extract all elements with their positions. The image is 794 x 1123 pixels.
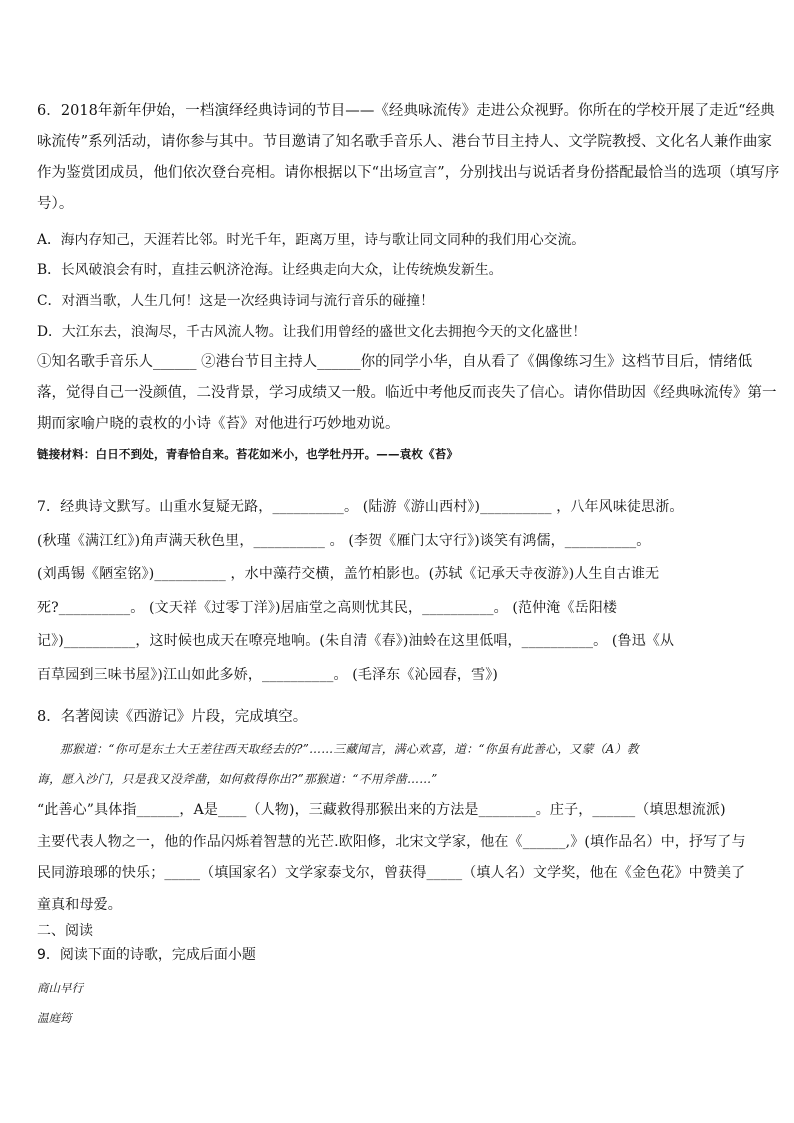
question-6-stem (37, 96, 780, 220)
q7-line-1: 7．经典诗文默写。山重水复疑无路，__________。 (陆游《游山西村》)__________ ，八年风味徒思浙。 (37, 499, 684, 515)
q6-line-1: 6．2018年新年伊始，一档演绎经典诗词的节目——《经典咏流传》走进公众视野。你所在的学校开展了走近“经典 (37, 103, 775, 119)
q6-option-a: A．海内存知己，天涯若比邻。时光千年，距离万里，诗与歌让同文同种的我们用心交流。 (37, 232, 586, 248)
q8-line-1: “此善心”具体指______，A是____（人物)，三藏救得那猴出来的方法是________。庄子，______（填思想流派) (37, 802, 726, 818)
section-2-heading: 二、阅读 (37, 923, 93, 939)
q7-line-6: 百草园到三味书屋》)江山如此多娇，__________。 (毛泽东《沁园春，雪》) (37, 666, 498, 683)
q6-answer-line-1: ①知名歌手音乐人______ ②港台节目主持人______你的同学小华，自从看了《偶像练习生》这档节目后，情绪低 (37, 354, 753, 370)
q6-line-3: 作为鉴赏团成员，他们依次登台亮相。请你根据以下“出场宣言”，分别找出与说话者身份搭配最恰当的选项（填写序 (37, 165, 780, 181)
q7-line-2: (秋瑾《满江红》)角声满天秋色里，__________ 。 (李贺《雁门太守行》)谈笑有鸿儒，__________。 (37, 532, 651, 549)
q8-body (37, 795, 761, 921)
q8-excerpt-line-2: 诲，愿入沙门，只是我又没斧凿，如何救得你出?”那猴道：“不用斧凿……” (37, 772, 438, 786)
q9-title: 9．阅读下面的诗歌，完成后面小题 (37, 947, 256, 963)
question-7 (37, 491, 767, 692)
q8-line-3: 民同游琅琊的快乐；_____（填国家名）文学家泰戈尔，曾获得_____（填人名）文学奖，他在《金色花》中赞美了 (37, 865, 746, 881)
q7-line-4: 死?__________。 (文天祥《过零丁洋》)居庙堂之高则忧其民，__________。 (范仲淹《岳阳楼 (37, 599, 618, 616)
q6-option-b: B．长风破浪会有时，直挂云帆济沧海。让经典走向大众，让传统焕发新生。 (37, 262, 503, 278)
q6-line-4: 号）。 (37, 196, 74, 212)
q6-answer-block (37, 347, 777, 440)
q9-poem-author: 温庭筠 (37, 1011, 72, 1025)
q7-line-5: 记》)__________，这时候也成天在嘹亮地响。(朱自清《春》)油蛉在这里低唱，__________。 (鲁迅《从 (37, 633, 675, 649)
q6-link-material: 链接材料：白日不到处，青春恰自来。苔花如米小，也学牡丹开。——袁枚《苔》 (37, 447, 459, 461)
q6-option-c: C．对酒当歌，人生几何！这是一次经典诗词与流行音乐的碰撞！ (37, 293, 434, 309)
q8-line-4: 童真和母爱。 (37, 896, 122, 913)
q8-excerpt-line-1: 那猴道：“你可是东土大王差往西天取经去的?”……三藏闻言，满心欢喜，道：“你虽有此善心，又蒙（A）教 (60, 742, 639, 756)
q6-answer-line-3: 期而家喻户晓的袁枚的小诗《苔》对他进行巧妙地劝说。 (37, 416, 400, 432)
q8-line-2: 主要代表人物之一，他的作品闪烁着智慧的光芒.欧阳修，北宋文学家，他在《______,》(填作品名）中，抒写了与 (37, 833, 746, 850)
q6-line-2: 咏流传”系列活动，请你参与其中。节目邀请了知名歌手音乐人、港台节目主持人、文学院教授、文化名人兼作曲家 (37, 134, 772, 150)
q6-answer-line-2: 落，觉得自己一没颜值，二没背景，学习成绩又一般。临近中考他反而丧失了信心。请你借助因《经典咏流传》第一 (37, 385, 777, 401)
q8-title: 8．名著阅读《西游记》片段，完成填空。 (37, 709, 308, 725)
q7-line-3: (刘禹锡《陋室铭》)__________ ，水中藻荇交横，盖竹柏影也。(苏轼《记承天寺夜游》)人生自古谁无 (37, 566, 660, 582)
q6-option-d: D．大江东去，浪淘尽，千古风流人物。让我们用曾经的盛世文化去拥抱今天的文化盛世！ (37, 324, 587, 340)
q9-poem-title: 商山早行 (37, 981, 83, 995)
